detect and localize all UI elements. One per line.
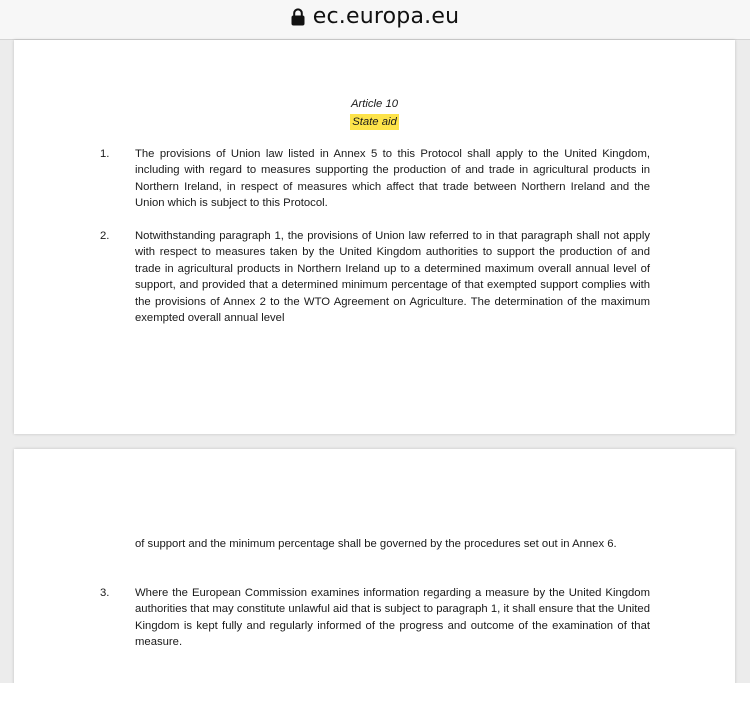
lock-icon bbox=[291, 8, 305, 26]
bottom-toolbar-area bbox=[0, 683, 750, 715]
url-text: ec.europa.eu bbox=[312, 4, 460, 29]
paragraph-1-number: 1. bbox=[100, 148, 110, 160]
url-field[interactable] bbox=[0, 4, 750, 30]
paragraph-2-number: 2. bbox=[100, 230, 110, 242]
article-heading bbox=[14, 96, 735, 130]
article-subtitle-highlighted: State aid bbox=[352, 116, 397, 128]
paragraph-1-text: The provisions of Union law listed in Annex 5 to this Protocol shall apply to the United Kingdom, including with regard to measures supporting the production of and trade in agricultural products in Northern Ireland, in respect of measures which affect that trade between Northern Ireland and the Union which is subject to this Protocol. bbox=[135, 148, 650, 210]
paragraph-2-text: Notwithstanding paragraph 1, the provisions of Union law referred to in that paragraph shall not apply with respect to measures taken by the United Kingdom authorities to support the production of and trade in agricultural products in Northern Ireland up to a determined maximum overall annual level of support, and provided that a determined minimum percentage of that exempted support complies with the provisions of Annex 2 to the WTO Agreement on Agriculture. The determination of the maximum exempted overall annual level bbox=[135, 230, 650, 325]
paragraph-3-number: 3. bbox=[100, 587, 110, 599]
article-title: Article 10 bbox=[350, 98, 399, 110]
paragraph-3-text: Where the European Commission examines information regarding a measure by the United Kingdom authorities that may constitute unlawful aid that is subject to paragraph 1, it shall ensure that the United Kingdom is kept fully and regularly informed of the progress and outcome of the examination of that measure. bbox=[135, 587, 650, 649]
browser-address-bar[interactable] bbox=[0, 0, 750, 40]
document-page-1 bbox=[14, 40, 735, 434]
paragraph-2-continuation: of support and the minimum percentage shall be governed by the procedures set out in Annex 6. bbox=[135, 538, 617, 550]
document-page-2 bbox=[14, 449, 735, 689]
